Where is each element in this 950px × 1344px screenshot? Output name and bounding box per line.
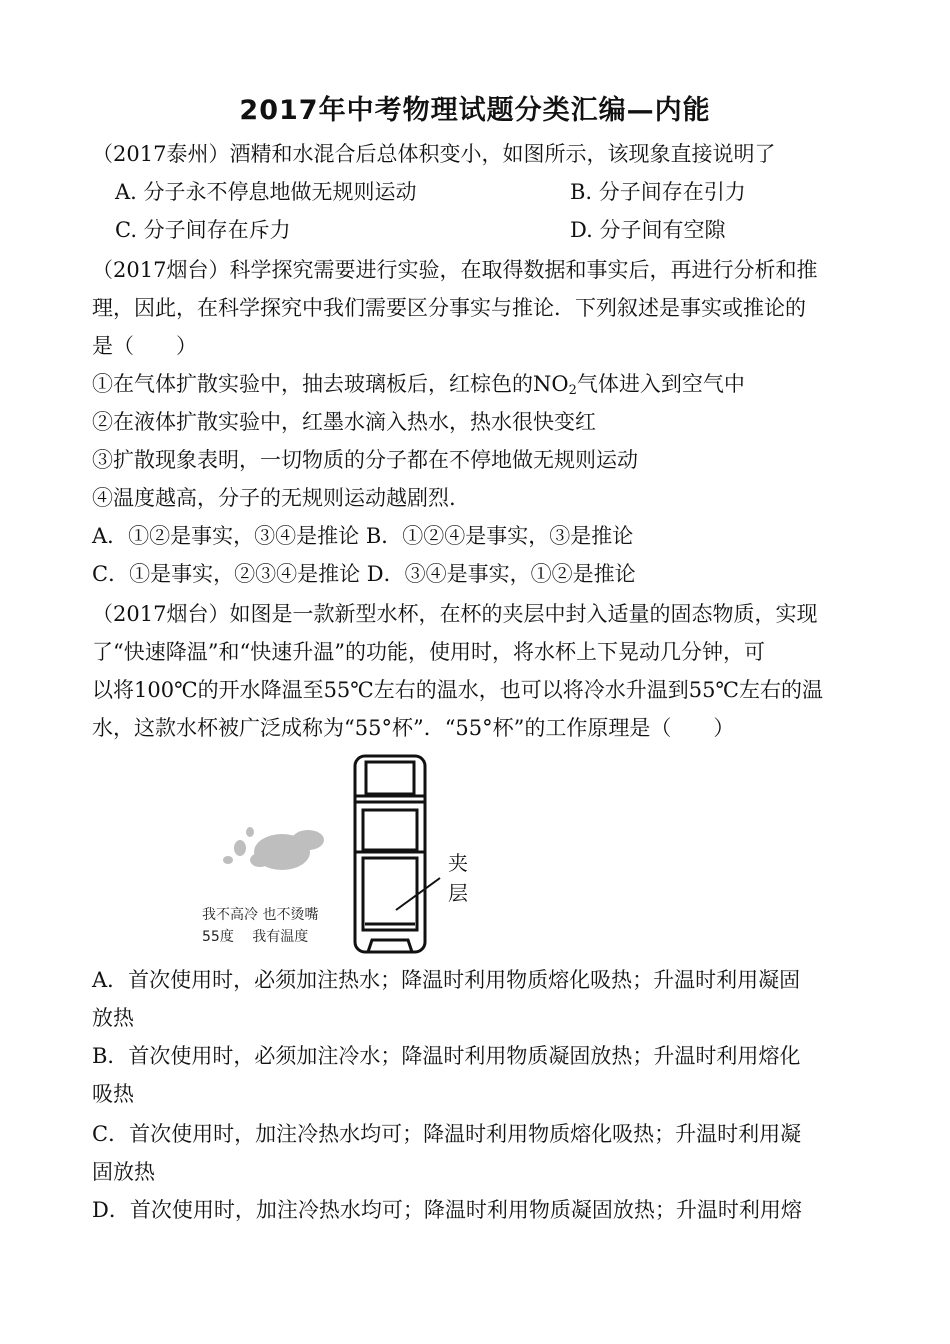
q2-stem-line: （2017烟台）科学探究需要进行实验，在取得数据和事实后，再进行分析和推 [92,258,818,282]
figure-caption-line-2: 55度 我有温度 [202,929,309,945]
q3-option-line: 吸热 [92,1082,134,1106]
q2-options-line: C．①是事实，②③④是推论 D．③④是事实，①②是推论 [92,562,636,586]
cup-figure [190,752,520,957]
q2-item-1-subscript: 2 [568,383,577,398]
q1-option-d: D. 分子间有空隙 [570,218,726,242]
q3-option-line: C．首次使用时，加注冷热水均可；降温时利用物质熔化吸热；升温时利用凝 [92,1122,802,1146]
q3-option-line: A．首次使用时，必须加注热水；降温时利用物质熔化吸热；升温时利用凝固 [92,968,801,992]
q2-item-1 [92,370,745,405]
layer-label [448,851,474,905]
q2-item-3: ③扩散现象表明，一切物质的分子都在不停地做无规则运动 [92,448,638,472]
q2-item-1-text: ①在气体扩散实验中，抽去玻璃板后，红棕色的NO [92,372,569,396]
cup-drawing [355,756,440,952]
decorative-illustration [223,827,324,870]
q1-stem: （2017泰州）酒精和水混合后总体积变小，如图所示，该现象直接说明了 [92,142,776,166]
q1-option-b: B. 分子间存在引力 [570,180,746,204]
q2-stem-line: 是（ ） [92,334,197,358]
q3-option-line: D．首次使用时，加注冷热水均可；降温时利用物质凝固放热；升温时利用熔 [92,1198,802,1222]
layer-label-char-1: 夹 [448,851,468,875]
q3-option-line: B．首次使用时，必须加注冷水；降温时利用物质凝固放热；升温时利用熔化 [92,1044,801,1068]
q1-option-a: A. 分子永不停息地做无规则运动 [115,180,417,204]
figure-caption-line-1: 我不高冷 也不烫嘴 [202,907,319,923]
q3-stem-line: 水，这款水杯被广泛成称为“55°杯”．“55°杯”的工作原理是（ ） [92,716,735,740]
q3-option-line: 放热 [92,1006,134,1030]
q2-item-2: ②在液体扩散实验中，红墨水滴入热水，热水很快变红 [92,410,596,434]
q2-item-1-text-rest: 气体进入到空气中 [576,372,745,396]
q3-stem-line: （2017烟台）如图是一款新型水杯，在杯的夹层中封入适量的固态物质，实现 [92,602,818,626]
q2-item-4: ④温度越高，分子的无规则运动越剧烈. [92,486,456,510]
q2-options-line: A．①②是事实，③④是推论 B．①②④是事实，③是推论 [92,524,634,548]
layer-label-char-2: 层 [448,881,468,905]
q3-option-line: 固放热 [92,1160,155,1184]
q3-stem-line: 以将100℃的开水降温至55℃左右的温水，也可以将冷水升温到55℃左右的温 [92,678,823,702]
q1-option-c: C. 分子间存在斥力 [115,218,291,242]
q3-stem-line: 了“快速降温”和“快速升温”的功能，使用时，将水杯上下晃动几分钟，可 [92,640,765,664]
page-title: 2017年中考物理试题分类汇编—内能 [239,95,711,126]
q2-stem-line: 理，因此，在科学探究中我们需要区分事实与推论．下列叙述是事实或推论的 [92,296,806,320]
